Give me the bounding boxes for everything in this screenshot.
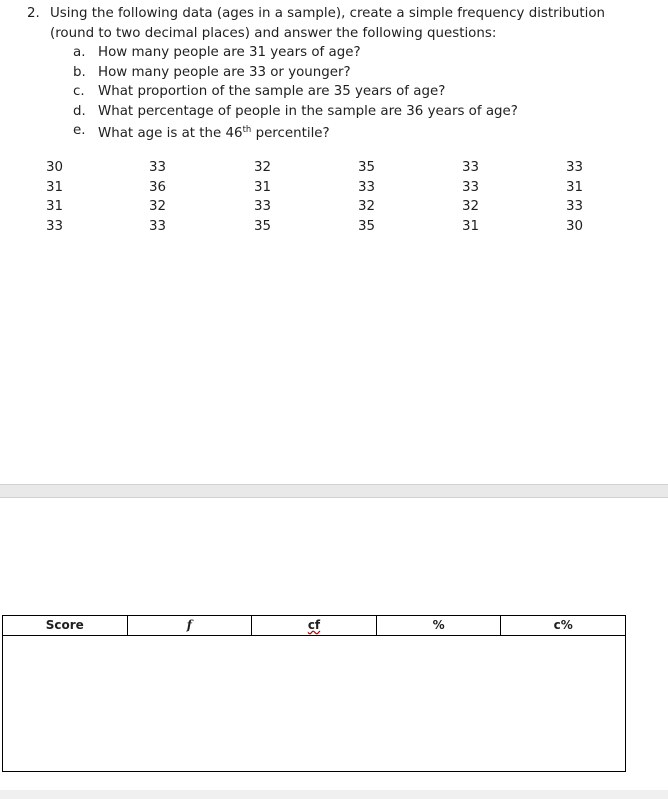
data-cell: 33: [254, 199, 272, 214]
question-line-2: [27, 24, 647, 44]
header-percent: %: [377, 616, 502, 635]
data-row: [0, 199, 668, 219]
sub-question-text-before: What age is at the 46: [98, 126, 243, 141]
header-score: Score: [3, 616, 128, 635]
data-cell: 30: [566, 218, 584, 234]
page-break-divider: [0, 484, 668, 498]
data-cell: 30: [46, 160, 64, 175]
sub-question-list: [27, 43, 647, 141]
question-text-line-2: (round to two decimal places) and answer the following questions:: [50, 25, 497, 41]
header-frequency: f: [128, 616, 253, 635]
data-cell: 32: [254, 160, 272, 175]
sub-question-a: [27, 43, 647, 63]
header-cumulative-frequency: cf: [252, 616, 377, 635]
page-footer-bar: [0, 790, 668, 799]
age-data-grid: [0, 160, 668, 238]
sub-question-text: What proportion of the sample are 35 years of age?: [98, 84, 446, 99]
data-cell: 33: [566, 199, 584, 214]
sub-question-text: How many people are 31 years of age?: [98, 45, 361, 60]
header-cumulative-percent: c%: [553, 618, 573, 632]
frequency-distribution-table: [2, 615, 626, 772]
data-cell: 35: [254, 218, 272, 234]
data-cell: 33: [46, 218, 64, 234]
data-cell: 33: [566, 160, 584, 175]
data-row: [0, 219, 668, 239]
sub-question-text: [98, 121, 330, 144]
data-cell: 31: [566, 179, 584, 195]
sub-question-letter: c.: [73, 84, 85, 99]
sub-question-b: [27, 63, 647, 83]
sub-question-text: What percentage of people in the sample are 36 years of age?: [98, 103, 518, 119]
ordinal-superscript: th: [242, 125, 252, 135]
table-header-row: [3, 616, 625, 636]
sub-question-e: [27, 121, 647, 141]
question-block: [27, 4, 647, 141]
data-cell: 31: [46, 179, 64, 195]
data-cell: 31: [254, 179, 272, 195]
sub-question-c: [27, 82, 647, 102]
sub-question-text-after: percentile?: [251, 126, 330, 141]
data-cell: 35: [358, 160, 376, 175]
data-cell: 31: [46, 199, 64, 214]
data-cell: 32: [462, 199, 480, 214]
data-cell: 33: [149, 218, 167, 234]
data-row: [0, 180, 668, 200]
data-cell: 33: [358, 179, 376, 195]
data-row: [0, 160, 668, 180]
question-text-line-1: Using the following data (ages in a sample), create a simple frequency distribution: [50, 6, 606, 21]
sub-question-text: How many people are 33 or younger?: [98, 64, 351, 80]
data-cell: 33: [149, 160, 167, 175]
data-cell: 33: [462, 160, 480, 175]
question-number: 2.: [27, 6, 40, 21]
sub-question-letter: d.: [73, 103, 86, 119]
sub-question-letter: a.: [73, 45, 86, 60]
data-cell: 33: [462, 179, 480, 195]
data-cell: 32: [149, 199, 167, 214]
question-line-1: [27, 4, 647, 24]
sub-question-letter: b.: [73, 64, 86, 80]
sub-question-d: [27, 102, 647, 122]
data-cell: 32: [358, 199, 376, 214]
data-cell: 35: [358, 218, 376, 234]
data-cell: 36: [149, 179, 167, 195]
data-cell: 31: [462, 218, 480, 234]
sub-question-letter: e.: [73, 123, 86, 138]
